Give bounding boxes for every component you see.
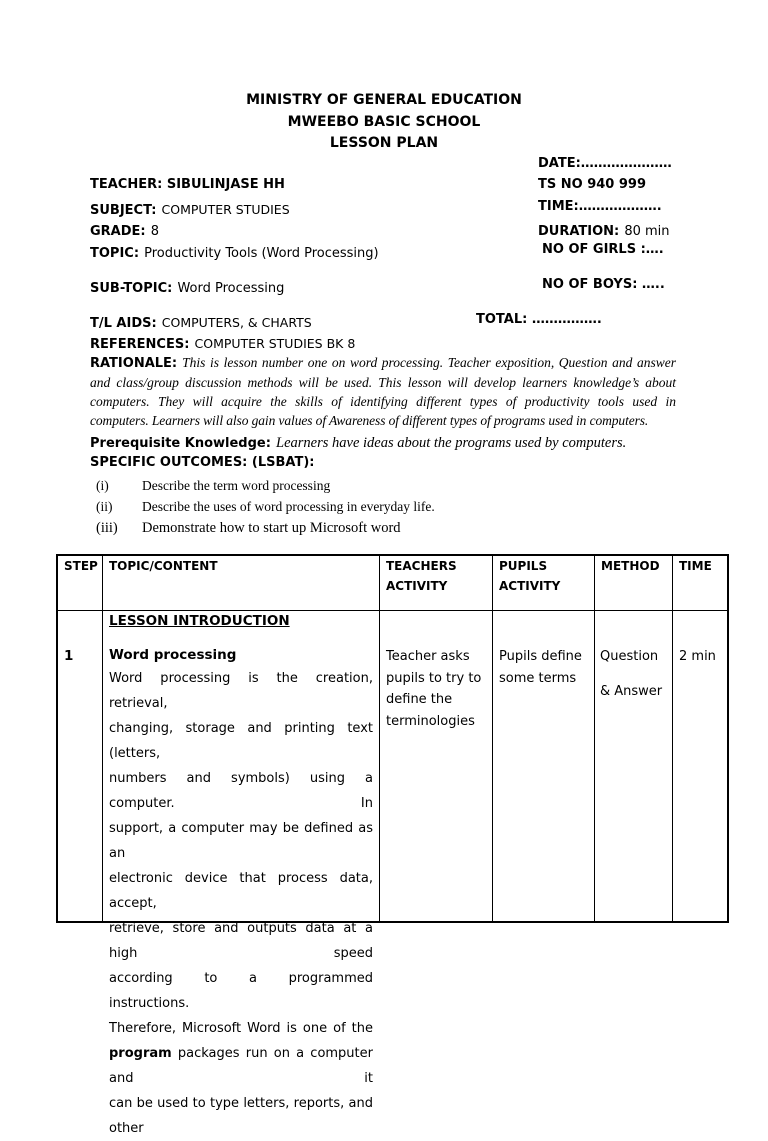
outcome-text-2: Describe the uses of word processing in everyday life. bbox=[142, 499, 435, 514]
duration-label: DURATION: bbox=[538, 224, 620, 239]
step-number: 1 bbox=[64, 648, 74, 664]
content-line-rest: packages run on a computer and it bbox=[109, 1046, 373, 1086]
header-divider bbox=[58, 610, 727, 611]
teachers-activity-line: Teacher asks bbox=[386, 649, 470, 664]
prerequisite-text: Learners have ideas about the programs used by computers. bbox=[276, 435, 627, 451]
aids-row bbox=[90, 312, 312, 331]
teachers-activity-line: terminologies bbox=[386, 713, 475, 729]
references-label: REFERENCES: bbox=[90, 337, 190, 352]
teachers-activity-line: pupils to try to bbox=[386, 670, 482, 686]
teachers-activity bbox=[386, 646, 490, 732]
references-row bbox=[90, 333, 355, 352]
topic-label: TOPIC: bbox=[90, 246, 140, 261]
subtopic-value: Word Processing bbox=[177, 281, 285, 296]
method-line-2: & Answer bbox=[600, 683, 663, 699]
ministry-title: MINISTRY OF GENERAL EDUCATION bbox=[246, 92, 522, 108]
rationale-text-4: computers. Learners will also gain values of Awareness of different types of programs used in computers. bbox=[90, 413, 649, 428]
content-line: numbers and symbols) using a computer. In bbox=[109, 771, 373, 811]
girls-count: NO OF GIRLS :…. bbox=[542, 242, 664, 257]
boys-count: NO OF BOYS: ….. bbox=[542, 277, 665, 292]
content-line: changing, storage and printing text (letters, bbox=[109, 721, 373, 761]
total-count: TOTAL: ……………. bbox=[476, 312, 602, 327]
method-line-1: Question bbox=[600, 649, 659, 664]
rationale-line-1 bbox=[90, 355, 676, 371]
subject-value: COMPUTER STUDIES bbox=[161, 202, 290, 217]
topic-row bbox=[90, 242, 379, 261]
rationale-text-3: computers. They will acquire the skills of identifying different types of productivity tools used in bbox=[90, 394, 676, 409]
grade-row bbox=[90, 220, 159, 239]
time-field: TIME:………………. bbox=[538, 199, 662, 214]
duration-value: 80 min bbox=[624, 224, 670, 239]
rationale-text-1: This is lesson number one on word processing. Teacher exposition, Question and answer bbox=[182, 355, 676, 370]
header-pupils-line-1: PUPILS bbox=[499, 559, 548, 573]
content-subheading: Word processing bbox=[109, 647, 237, 663]
aids-value: COMPUTERS, & CHARTS bbox=[161, 315, 312, 330]
content-line: retrieve, store and outputs data at a high speed bbox=[109, 921, 373, 961]
outcome-text-3: Demonstrate how to start up Microsoft word bbox=[142, 520, 401, 536]
rationale-label: RATIONALE: bbox=[90, 356, 178, 371]
lesson-table bbox=[56, 554, 729, 1136]
header-topic: TOPIC/CONTENT bbox=[109, 559, 218, 573]
content-line: electronic device that process data, accept, bbox=[109, 871, 373, 911]
header-pupils-line-2: ACTIVITY bbox=[499, 579, 561, 593]
outcome-num-3: (iii) bbox=[96, 520, 118, 536]
content-line: Word processing is the creation, retrieval, bbox=[109, 671, 373, 711]
program-keyword: program bbox=[109, 1046, 172, 1061]
outcome-num-1: (i) bbox=[96, 478, 109, 493]
subject-label: SUBJECT: bbox=[90, 203, 157, 218]
time-cell: 2 min bbox=[679, 649, 716, 664]
header-teachers bbox=[386, 556, 457, 596]
school-title: MWEEBO BASIC SCHOOL bbox=[287, 114, 481, 130]
lesson-introduction-heading: LESSON INTRODUCTION bbox=[109, 613, 290, 629]
content-line: according to a programmed instructions. bbox=[109, 971, 373, 1011]
outcome-num-2: (ii) bbox=[96, 499, 113, 514]
header-time: TIME bbox=[679, 559, 712, 573]
teachers-activity-line: define the bbox=[386, 692, 453, 707]
pupils-activity bbox=[499, 646, 591, 689]
header-method: METHOD bbox=[601, 559, 660, 573]
content-line: support, a computer may be defined as an bbox=[109, 821, 373, 861]
pupils-activity-line: some terms bbox=[499, 670, 577, 686]
prerequisite-row bbox=[90, 432, 626, 452]
aids-label: T/L AIDS: bbox=[90, 316, 157, 331]
content-body bbox=[109, 666, 373, 1141]
header-teachers-line-1: TEACHERS bbox=[386, 559, 457, 573]
date-field: DATE:………………… bbox=[538, 156, 672, 171]
pupils-activity-line: Pupils define bbox=[499, 649, 582, 664]
subject-row bbox=[90, 199, 290, 218]
rationale-text-2: and class/group discussion methods will be used. This lesson will develop learners knowledge’s about bbox=[90, 375, 676, 390]
content-line: Therefore, Microsoft Word is one of the bbox=[109, 1021, 373, 1036]
outcome-text-1: Describe the term word processing bbox=[142, 478, 331, 493]
header-pupils bbox=[499, 556, 560, 596]
grade-value: 8 bbox=[150, 224, 159, 239]
header-teachers-line-2: ACTIVITY bbox=[386, 579, 448, 593]
subtopic-row bbox=[90, 277, 284, 296]
content-line bbox=[109, 1041, 373, 1091]
ts-number: TS NO 940 999 bbox=[538, 177, 647, 192]
topic-value: Productivity Tools (Word Processing) bbox=[144, 246, 379, 261]
references-value: COMPUTER STUDIES BK 8 bbox=[194, 336, 356, 351]
document-title: LESSON PLAN bbox=[329, 135, 439, 151]
header-step: STEP bbox=[64, 559, 98, 573]
prerequisite-label: Prerequisite Knowledge: bbox=[90, 436, 271, 451]
teacher-name: TEACHER: SIBULINJASE HH bbox=[90, 177, 285, 192]
duration-row bbox=[538, 220, 670, 239]
method-cell bbox=[600, 646, 672, 702]
content-line: can be used to type letters, reports, and other bbox=[109, 1096, 373, 1136]
subtopic-label: SUB-TOPIC: bbox=[90, 281, 173, 296]
grade-label: GRADE: bbox=[90, 224, 146, 239]
outcomes-heading: SPECIFIC OUTCOMES: (LSBAT): bbox=[90, 455, 315, 470]
